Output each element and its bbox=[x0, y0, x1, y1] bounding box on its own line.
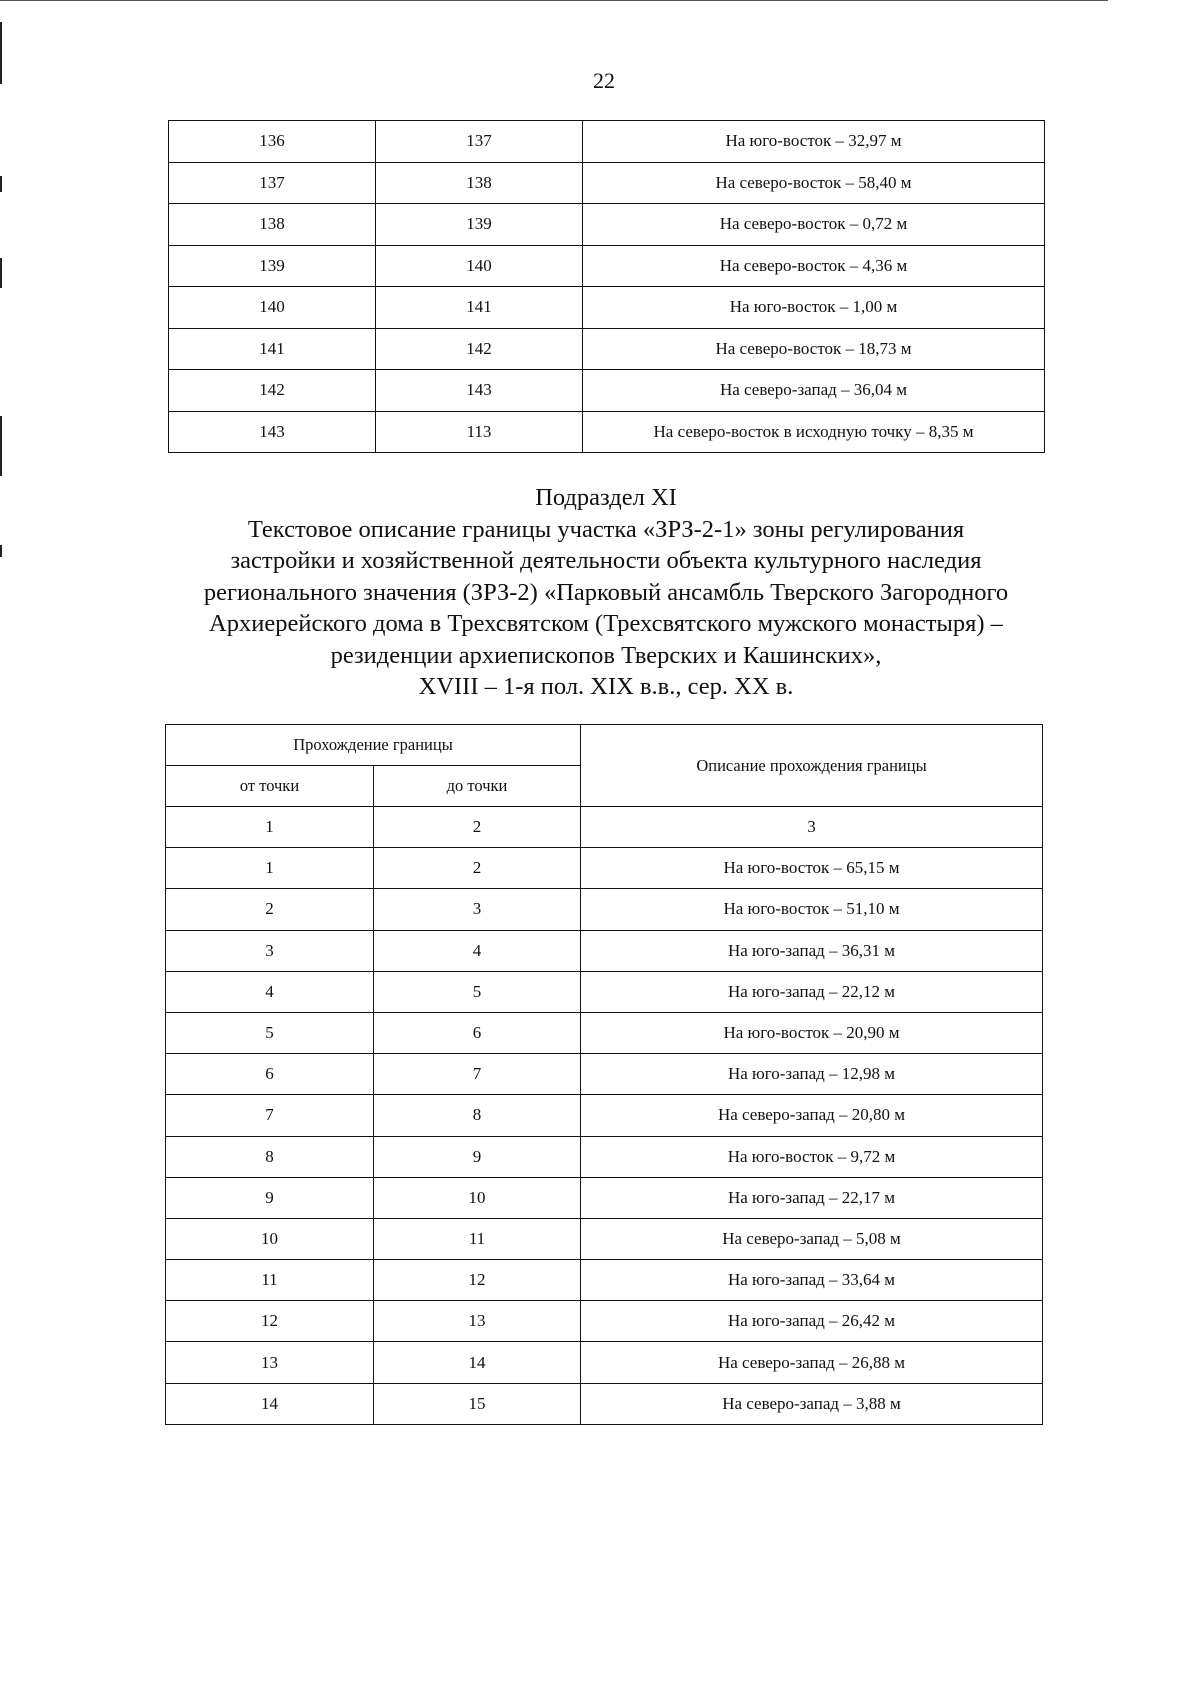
table-row bbox=[169, 370, 1045, 412]
description-cell: На северо-запад – 5,08 м bbox=[581, 1218, 1043, 1259]
to-point-cell: 142 bbox=[376, 328, 583, 370]
to-point-cell: 14 bbox=[374, 1342, 581, 1383]
table-row bbox=[166, 1218, 1043, 1259]
description-cell: На юго-запад – 33,64 м bbox=[581, 1260, 1043, 1301]
to-point-cell: 2 bbox=[374, 848, 581, 889]
description-cell: На юго-запад – 12,98 м bbox=[581, 1054, 1043, 1095]
description-cell: На северо-восток в исходную точку – 8,35 м bbox=[583, 411, 1045, 453]
column-number-row bbox=[166, 807, 1043, 848]
scan-edge-mark bbox=[0, 545, 2, 557]
table-row bbox=[166, 1383, 1043, 1424]
to-point-cell: 137 bbox=[376, 121, 583, 163]
to-point-cell: 5 bbox=[374, 971, 581, 1012]
from-point-cell: 7 bbox=[166, 1095, 374, 1136]
heading-line: Архиерейского дома в Трехсвятском (Трехсвятского мужского монастыря) – bbox=[209, 610, 1003, 637]
boundary-table-continued-body bbox=[169, 121, 1045, 453]
table-row bbox=[169, 287, 1045, 329]
from-point-cell: 10 bbox=[166, 1218, 374, 1259]
table-row bbox=[166, 1301, 1043, 1342]
to-point-cell: 4 bbox=[374, 930, 581, 971]
from-point-cell: 3 bbox=[166, 930, 374, 971]
from-point-cell: 13 bbox=[166, 1342, 374, 1383]
description-cell: На юго-восток – 1,00 м bbox=[583, 287, 1045, 329]
table-row bbox=[166, 1342, 1043, 1383]
from-point-cell: 136 bbox=[169, 121, 376, 163]
table-row bbox=[166, 971, 1043, 1012]
to-point-cell: 9 bbox=[374, 1136, 581, 1177]
heading-line: Текстовое описание границы участка «ЗРЗ-2-1» зоны регулирования bbox=[247, 515, 965, 543]
to-point-cell: 15 bbox=[374, 1383, 581, 1424]
from-point-cell: 12 bbox=[166, 1301, 374, 1342]
from-point-cell: 9 bbox=[166, 1177, 374, 1218]
table-row bbox=[166, 889, 1043, 930]
table-row bbox=[169, 328, 1045, 370]
description-cell: На юго-запад – 26,42 м bbox=[581, 1301, 1043, 1342]
description-cell: На юго-восток – 32,97 м bbox=[583, 121, 1045, 163]
table-row bbox=[169, 411, 1045, 453]
table-row bbox=[166, 1260, 1043, 1301]
to-point-cell: 138 bbox=[376, 162, 583, 204]
from-point-cell: 138 bbox=[169, 204, 376, 246]
heading-line: резиденции архиепископов Тверских и Кашинских», bbox=[330, 641, 882, 669]
from-point-cell: 140 bbox=[169, 287, 376, 329]
scan-edge-mark bbox=[0, 258, 2, 288]
heading-line: регионального значения (ЗРЗ-2) «Парковый ансамбль Тверского Загородного bbox=[203, 578, 1009, 606]
subsection-heading bbox=[150, 482, 1062, 703]
to-point-cell: 140 bbox=[376, 245, 583, 287]
table-row bbox=[166, 1012, 1043, 1053]
to-point-cell: 6 bbox=[374, 1012, 581, 1053]
description-cell: На северо-восток – 0,72 м bbox=[583, 204, 1045, 246]
header-to-point: до точки bbox=[374, 766, 581, 807]
to-point-cell: 113 bbox=[376, 411, 583, 453]
to-point-cell: 13 bbox=[374, 1301, 581, 1342]
table-row bbox=[166, 1136, 1043, 1177]
from-point-cell: 14 bbox=[166, 1383, 374, 1424]
from-point-cell: 143 bbox=[169, 411, 376, 453]
description-cell: На северо-запад – 3,88 м bbox=[581, 1383, 1043, 1424]
description-cell: На юго-восток – 9,72 м bbox=[581, 1136, 1043, 1177]
column-number: 3 bbox=[581, 807, 1043, 848]
from-point-cell: 1 bbox=[166, 848, 374, 889]
page-number: 22 bbox=[593, 68, 615, 93]
boundary-table-body bbox=[166, 807, 1043, 1425]
from-point-cell: 4 bbox=[166, 971, 374, 1012]
scan-top-edge bbox=[0, 0, 1108, 1]
subsection-title: Подраздел XI bbox=[535, 484, 677, 511]
to-point-cell: 10 bbox=[374, 1177, 581, 1218]
to-point-cell: 8 bbox=[374, 1095, 581, 1136]
table-row bbox=[166, 848, 1043, 889]
from-point-cell: 141 bbox=[169, 328, 376, 370]
boundary-table-header bbox=[166, 725, 1043, 807]
to-point-cell: 141 bbox=[376, 287, 583, 329]
from-point-cell: 142 bbox=[169, 370, 376, 412]
header-row bbox=[166, 725, 1043, 766]
description-cell: На северо-запад – 36,04 м bbox=[583, 370, 1045, 412]
header-from-point: от точки bbox=[166, 766, 374, 807]
description-cell: На северо-запад – 20,80 м bbox=[581, 1095, 1043, 1136]
description-cell: На юго-восток – 65,15 м bbox=[581, 848, 1043, 889]
table-row bbox=[166, 1095, 1043, 1136]
from-point-cell: 139 bbox=[169, 245, 376, 287]
table-row bbox=[166, 930, 1043, 971]
boundary-table bbox=[165, 724, 1043, 1425]
header-boundary-passage: Прохождение границы bbox=[166, 725, 581, 766]
heading-line: застройки и хозяйственной деятельности объекта культурного наследия bbox=[230, 547, 982, 574]
column-number: 2 bbox=[374, 807, 581, 848]
table-row bbox=[169, 121, 1045, 163]
to-point-cell: 7 bbox=[374, 1054, 581, 1095]
description-cell: На северо-восток – 58,40 м bbox=[583, 162, 1045, 204]
table-row bbox=[169, 245, 1045, 287]
description-cell: На юго-восток – 20,90 м bbox=[581, 1012, 1043, 1053]
description-cell: На северо-восток – 18,73 м bbox=[583, 328, 1045, 370]
description-cell: На северо-восток – 4,36 м bbox=[583, 245, 1045, 287]
boundary-table-continued bbox=[168, 120, 1045, 453]
from-point-cell: 5 bbox=[166, 1012, 374, 1053]
from-point-cell: 137 bbox=[169, 162, 376, 204]
to-point-cell: 11 bbox=[374, 1218, 581, 1259]
table-row bbox=[166, 1177, 1043, 1218]
from-point-cell: 6 bbox=[166, 1054, 374, 1095]
table-row bbox=[166, 1054, 1043, 1095]
heading-line: XVIII – 1-я пол. XIX в.в., сер. XX в. bbox=[418, 673, 794, 700]
header-description: Описание прохождения границы bbox=[581, 725, 1043, 807]
table-row bbox=[169, 162, 1045, 204]
column-number: 1 bbox=[166, 807, 374, 848]
description-cell: На юго-запад – 22,17 м bbox=[581, 1177, 1043, 1218]
to-point-cell: 143 bbox=[376, 370, 583, 412]
from-point-cell: 8 bbox=[166, 1136, 374, 1177]
to-point-cell: 139 bbox=[376, 204, 583, 246]
from-point-cell: 11 bbox=[166, 1260, 374, 1301]
description-cell: На северо-запад – 26,88 м bbox=[581, 1342, 1043, 1383]
from-point-cell: 2 bbox=[166, 889, 374, 930]
to-point-cell: 3 bbox=[374, 889, 581, 930]
table-row bbox=[169, 204, 1045, 246]
scan-edge-mark bbox=[0, 416, 2, 476]
description-cell: На юго-запад – 22,12 м bbox=[581, 971, 1043, 1012]
to-point-cell: 12 bbox=[374, 1260, 581, 1301]
scan-edge-mark bbox=[0, 176, 2, 192]
description-cell: На юго-запад – 36,31 м bbox=[581, 930, 1043, 971]
description-cell: На юго-восток – 51,10 м bbox=[581, 889, 1043, 930]
